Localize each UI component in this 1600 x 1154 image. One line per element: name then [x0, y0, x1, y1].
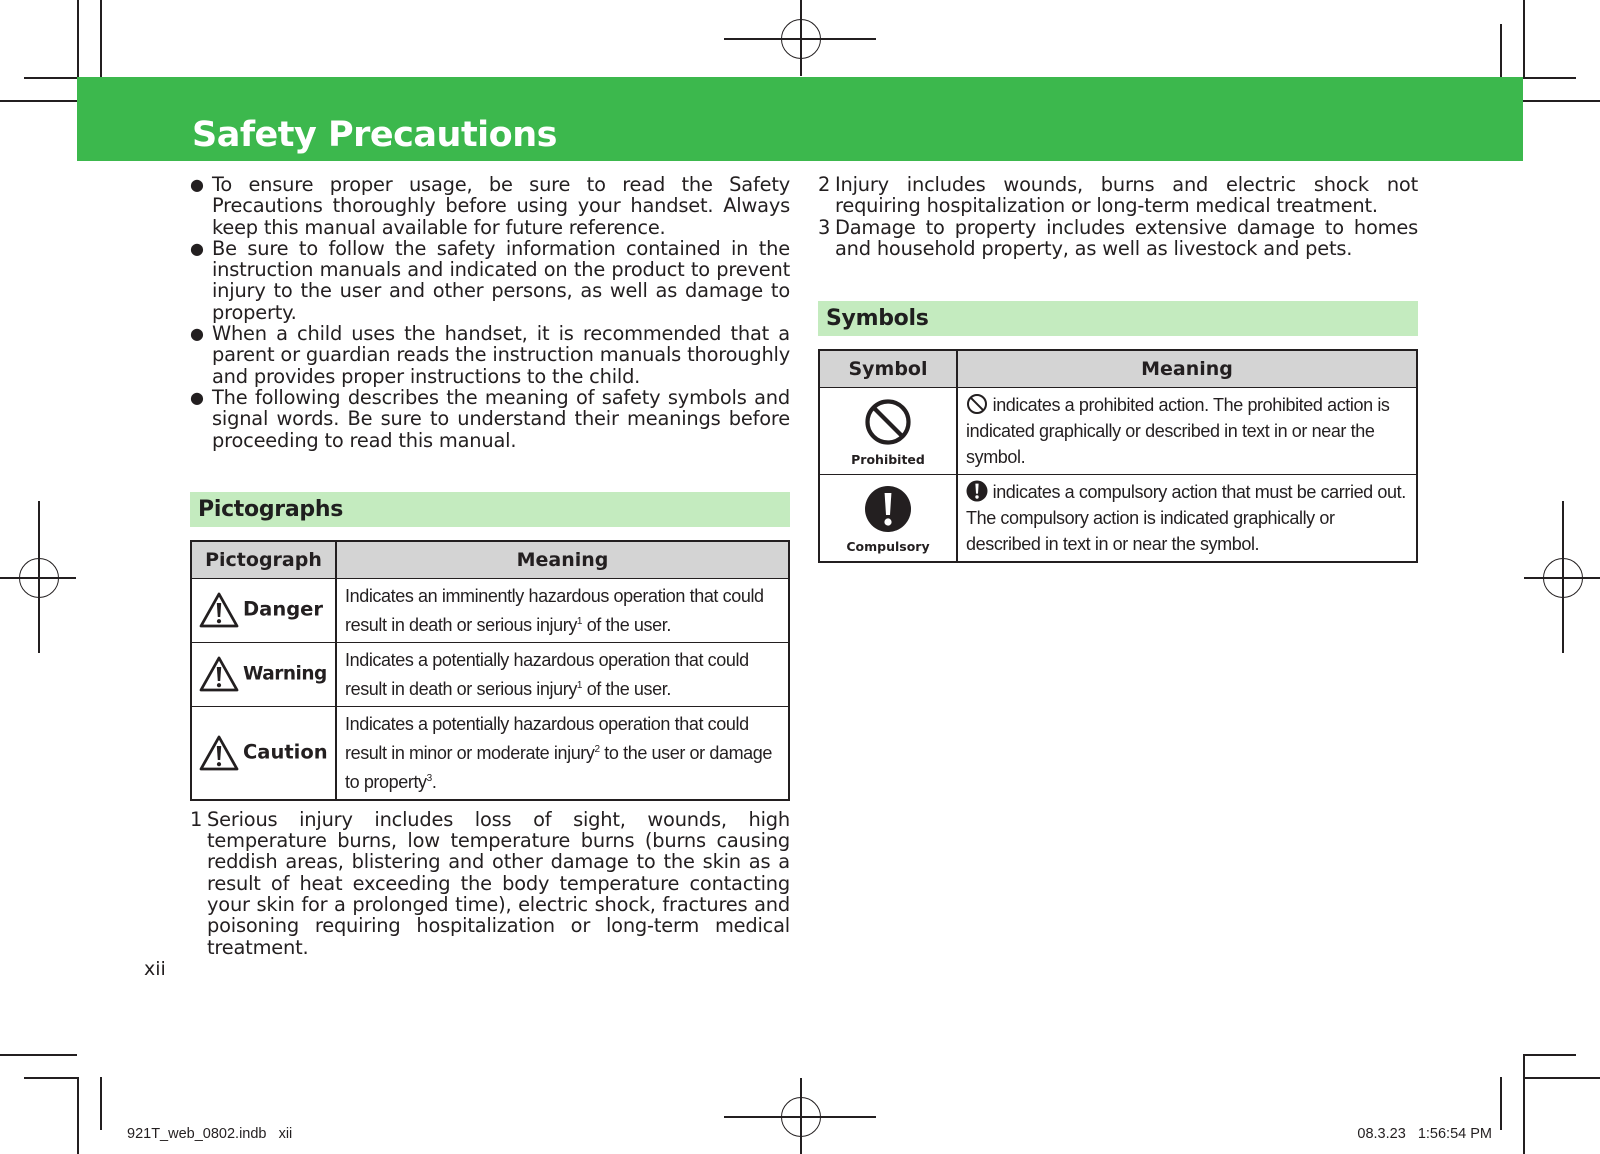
- list-item: [190, 238, 790, 323]
- right-column: [818, 174, 1418, 563]
- list-item: [190, 323, 790, 387]
- meaning-cell: [336, 706, 789, 800]
- intro-bullet-list: [190, 174, 790, 451]
- footnote: [190, 809, 790, 958]
- registration-circle: [1543, 558, 1583, 598]
- col-header-symbol: Symbol: [819, 350, 957, 388]
- table-row: [819, 388, 1417, 475]
- footnote-text: Serious injury includes loss of sight, wounds, high temperature burns, low temperature burns (burns causing reddish areas, blistering and other damage to the skin as a result of heat exceeding the body temperature contacting your skin for a prolonged time), electric shock, fractures and poisoning requiring hospitalization or long-term medical treatment.: [207, 807, 790, 959]
- crop-mark: [0, 100, 77, 102]
- left-column: [190, 174, 790, 958]
- bullet-text: The following describes the meaning of safety symbols and signal words. Be sure to understand their meanings before proceeding to read this manual.: [212, 385, 790, 452]
- table-header-row: [819, 350, 1417, 388]
- meaning-cell: [336, 578, 789, 642]
- crop-mark: [1523, 1054, 1525, 1154]
- registration-circle: [19, 558, 59, 598]
- footnote-list: [190, 809, 790, 958]
- footnote-ref: 1: [576, 679, 583, 691]
- compulsory-icon: [864, 485, 912, 533]
- symbols-table: [818, 349, 1418, 563]
- table-header-row: [191, 541, 789, 579]
- meaning-text: indicates a compulsory action that must be carried out. The compulsory action is indicated graphically or described in text in or near the symbol.: [966, 482, 1406, 555]
- list-item: [190, 387, 790, 451]
- symbol-label-compulsory: Compulsory: [846, 538, 930, 554]
- crop-mark: [1523, 77, 1576, 79]
- footnote: [818, 174, 1418, 217]
- pictographs-heading: Pictographs: [190, 492, 790, 527]
- crop-mark: [1500, 24, 1502, 77]
- page-title: Safety Precautions: [192, 115, 557, 155]
- crop-mark: [24, 77, 77, 79]
- warning-triangle-icon: [199, 735, 239, 771]
- footnote-list: [818, 174, 1418, 259]
- pictograph-cell: [191, 642, 336, 706]
- bullet-icon: ●: [190, 175, 204, 194]
- warning-triangle-icon: [199, 656, 239, 692]
- meaning-text: .: [431, 771, 437, 792]
- footnote-number: 1: [190, 807, 203, 831]
- footnote-number: 3: [818, 215, 831, 239]
- crop-mark: [1523, 100, 1600, 102]
- bullet-text: To ensure proper usage, be sure to read the Safety Precautions thoroughly before using your handset. Always keep this manual available for future reference.: [212, 173, 790, 239]
- col-header-pictograph: Pictograph: [191, 541, 336, 579]
- crop-mark: [1523, 1077, 1600, 1079]
- pictograph-label-danger: Danger: [243, 597, 324, 621]
- bullet-text: When a child uses the handset, it is recommended that a parent or guardian reads the instruction manuals thoroughly and provides proper instructions to the child.: [212, 322, 790, 388]
- bullet-icon: ●: [190, 387, 204, 407]
- crop-mark: [24, 1077, 77, 1079]
- footnote-ref: 2: [594, 743, 600, 755]
- list-item: [190, 174, 790, 238]
- meaning-text: Indicates an imminently hazardous operation that could result in death or serious injury: [345, 585, 764, 635]
- crop-mark: [100, 0, 102, 77]
- crop-mark: [100, 1077, 102, 1130]
- pictographs-table: [190, 540, 790, 801]
- footnote: [818, 217, 1418, 260]
- prohibited-icon: [966, 393, 988, 415]
- meaning-text: Indicates a potentially hazardous operation that could result in minor or moderate injury: [345, 713, 749, 763]
- table-row: [191, 706, 789, 800]
- page-number: xii: [144, 958, 166, 980]
- warning-triangle-icon: [199, 592, 239, 628]
- crop-mark: [77, 0, 79, 77]
- footnote-text: Injury includes wounds, burns and electric shock not requiring hospitalization or long-term medical treatment.: [835, 173, 1418, 218]
- meaning-text: to the user or damage to property: [345, 742, 772, 792]
- footnote-ref: 1: [576, 615, 583, 627]
- symbol-label-prohibited: Prohibited: [851, 451, 925, 467]
- pictograph-label-caution: Caution: [243, 740, 328, 764]
- crop-mark: [1500, 1077, 1502, 1130]
- bullet-text: Be sure to follow the safety information contained in the instruction manuals and indicated on the product to prevent injury to the user and other persons, as well as damage to property.: [212, 236, 790, 324]
- crop-mark: [0, 1054, 77, 1056]
- symbol-cell: [819, 388, 957, 475]
- crop-mark: [77, 1077, 79, 1154]
- registration-circle: [781, 19, 821, 59]
- meaning-cell: [957, 388, 1417, 475]
- print-slug-date: 08.3.23 1:56:54 PM: [1357, 1126, 1492, 1142]
- crop-mark: [1523, 1054, 1576, 1056]
- meaning-text: of the user.: [582, 678, 671, 699]
- compulsory-icon: [966, 480, 988, 502]
- meaning-text: Indicates a potentially hazardous operation that could result in death or serious injury: [345, 649, 749, 699]
- bullet-icon: ●: [190, 238, 204, 258]
- meaning-cell: [957, 475, 1417, 563]
- registration-circle: [781, 1097, 821, 1137]
- prohibited-icon: [864, 398, 912, 446]
- meaning-text: indicates a prohibited action. The prohibited action is indicated graphically or described in text in or near the symbol.: [966, 395, 1390, 468]
- meaning-cell: [336, 642, 789, 706]
- footnote-ref: 3: [426, 772, 432, 784]
- footnote-text: Damage to property includes extensive damage to homes and household property, as well as livestock and pets.: [835, 215, 1418, 260]
- col-header-meaning: Meaning: [957, 350, 1417, 388]
- table-row: [191, 642, 789, 706]
- footnote-number: 2: [818, 173, 831, 196]
- table-row: [191, 578, 789, 642]
- pictograph-cell: [191, 578, 336, 642]
- symbols-heading: Symbols: [818, 301, 1418, 336]
- pictograph-label-warning: Warning: [243, 663, 327, 685]
- bullet-icon: ●: [190, 324, 204, 344]
- col-header-meaning: Meaning: [336, 541, 789, 579]
- print-slug-file: 921T_web_0802.indb xii: [127, 1126, 293, 1142]
- table-row: [819, 475, 1417, 563]
- symbol-cell: [819, 475, 957, 563]
- meaning-text: of the user.: [582, 614, 671, 635]
- crop-mark: [1523, 0, 1525, 77]
- pictograph-cell: [191, 706, 336, 800]
